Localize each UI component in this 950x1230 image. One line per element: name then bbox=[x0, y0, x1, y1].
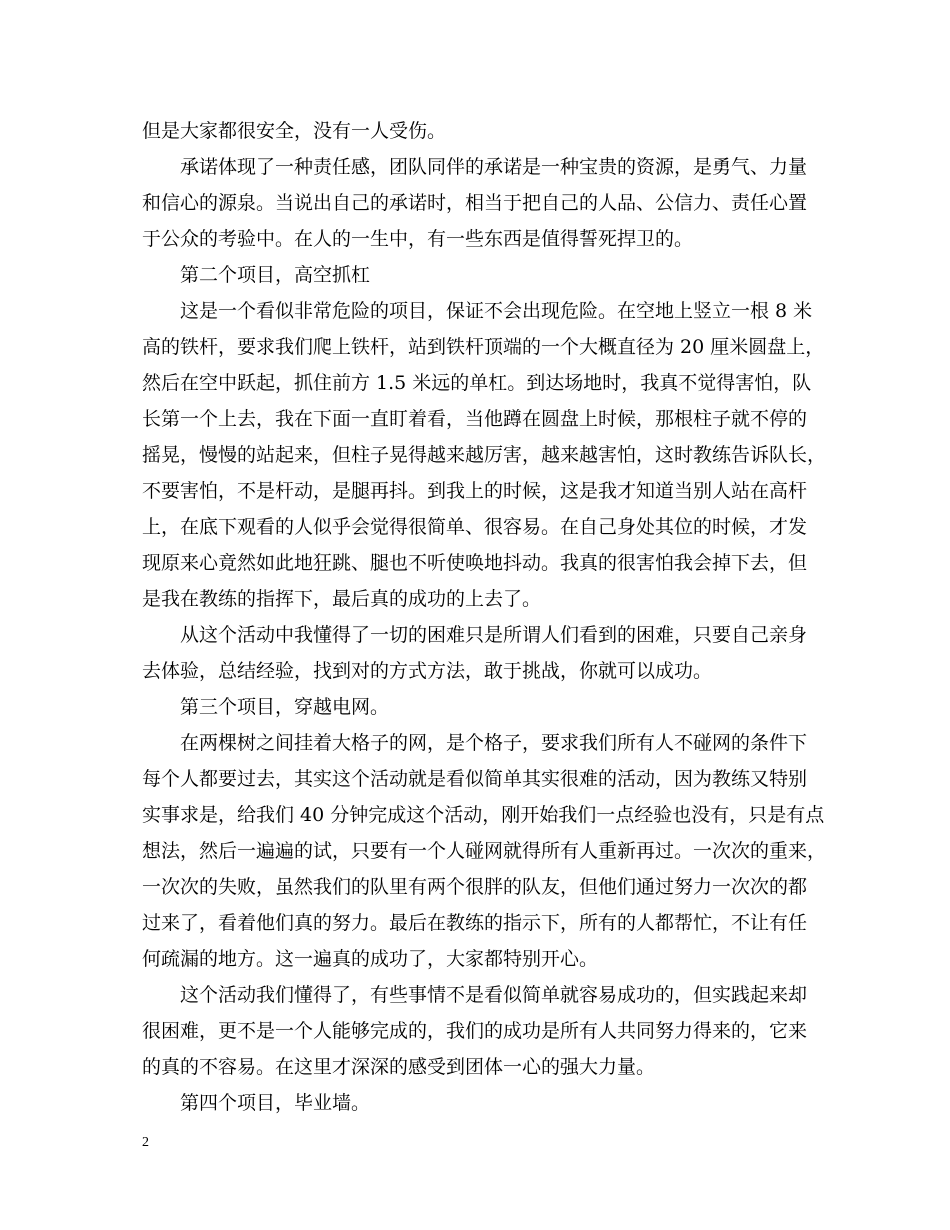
section-heading: 第四个项目，毕业墙。 bbox=[180, 1092, 371, 1114]
paragraph-line: 这个活动我们懂得了，有些事情不是看似简单就容易成功的，但实践起来却 bbox=[180, 984, 808, 1006]
page-number: 2 bbox=[142, 1135, 149, 1150]
paragraph-line: 在两棵树之间挂着大格子的网，是个格子，要求我们所有人不碰网的条件下 bbox=[180, 732, 808, 754]
document-body bbox=[142, 113, 827, 1121]
paragraph-line: 从这个活动中我懂得了一切的困难只是所谓人们看到的困难，只要自己亲身 bbox=[180, 624, 808, 646]
paragraph-line: 的真的不容易。在这里才深深的感受到团体一心的强大力量。 bbox=[142, 1056, 656, 1078]
paragraph-line: 想法，然后一遍遍的试，只要有一个人碰网就得所有人重新再过。一次次的重来， bbox=[142, 840, 827, 862]
paragraph-line: 过来了，看着他们真的努力。最后在教练的指示下，所有的人都帮忙，不让有任 bbox=[142, 912, 808, 934]
section-heading: 第三个项目，穿越电网。 bbox=[180, 696, 390, 718]
paragraph-line: 然后在空中跃起，抓住前方 1.5 米远的单杠。到达场地时，我真不觉得害怕，队 bbox=[142, 372, 812, 394]
paragraph-line: 摇晃，慢慢的站起来，但柱子晃得越来越厉害，越来越害怕，这时教练告诉队长， bbox=[142, 444, 827, 466]
paragraph-line: 很困难，更不是一个人能够完成的，我们的成功是所有人共同努力得来的，它来 bbox=[142, 1020, 808, 1042]
paragraph-line: 承诺体现了一种责任感，团队同伴的承诺是一种宝贵的资源，是勇气、力量 bbox=[180, 156, 808, 178]
paragraph-line: 长第一个上去，我在下面一直盯着看，当他蹲在圆盘上时候，那根柱子就不停的 bbox=[142, 408, 808, 430]
paragraph-line: 现原来心竟然如此地狂跳、腿也不听使唤地抖动。我真的很害怕我会掉下去，但 bbox=[142, 552, 808, 574]
paragraph-line: 上，在底下观看的人似乎会觉得很简单、很容易。在自己身处其位的时候，才发 bbox=[142, 516, 808, 538]
paragraph-line: 是我在教练的指挥下，最后真的成功的上去了。 bbox=[142, 588, 542, 610]
paragraph-line: 实事求是，给我们 40 分钟完成这个活动，刚开始我们一点经验也没有，只是有点 bbox=[142, 804, 825, 826]
paragraph-line: 高的铁杆，要求我们爬上铁杆，站到铁杆顶端的一个大概直径为 20 厘米圆盘上， bbox=[142, 336, 825, 358]
paragraph-line: 何疏漏的地方。这一遍真的成功了，大家都特别开心。 bbox=[142, 948, 599, 970]
paragraph-line: 一次次的失败，虽然我们的队里有两个很胖的队友，但他们通过努力一次次的都 bbox=[142, 876, 808, 898]
paragraph-line: 不要害怕，不是杆动，是腿再抖。到我上的时候，这是我才知道当别人站在高杆 bbox=[142, 480, 808, 502]
paragraph-line: 这是一个看似非常危险的项目，保证不会出现危险。在空地上竖立一根 8 米 bbox=[180, 300, 813, 322]
paragraph-line: 和信心的源泉。当说出自己的承诺时，相当于把自己的人品、公信力、责任心置 bbox=[142, 192, 808, 214]
paragraph-line: 于公众的考验中。在人的一生中，有一些东西是值得誓死捍卫的。 bbox=[142, 228, 694, 250]
paragraph-line: 但是大家都很安全，没有一人受伤。 bbox=[142, 120, 447, 142]
paragraph-line: 每个人都要过去，其实这个活动就是看似简单其实很难的活动，因为教练又特别 bbox=[142, 768, 808, 790]
section-heading: 第二个项目，高空抓杠 bbox=[180, 264, 371, 286]
paragraph-line: 去体验，总结经验，找到对的方式方法，敢于挑战，你就可以成功。 bbox=[142, 660, 713, 682]
